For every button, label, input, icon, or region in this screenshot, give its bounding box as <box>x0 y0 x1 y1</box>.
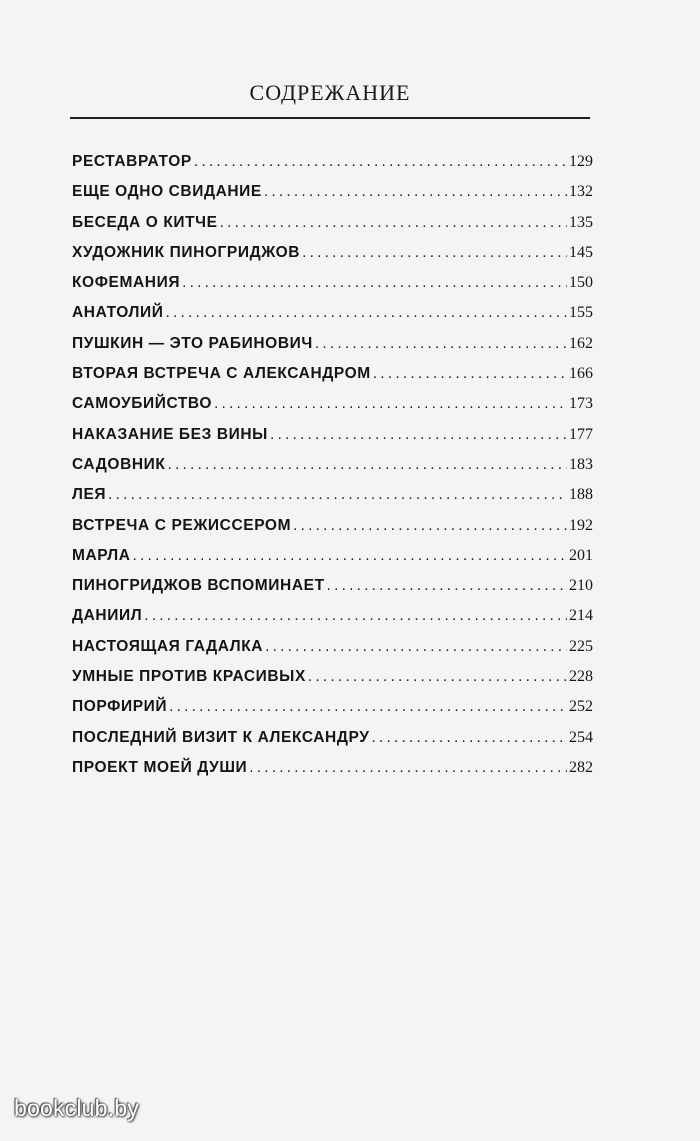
toc-entry <box>72 486 593 516</box>
toc-entry-title: КОФЕМАНИЯ <box>72 274 181 292</box>
toc-entry-title: ХУДОЖНИК ПИНОГРИДЖОВ <box>72 243 301 261</box>
toc-entry-page-number: 173 <box>569 395 593 413</box>
toc-entry-page-number: 201 <box>569 546 593 564</box>
toc-entry-title: ПУШКИН — ЭТО РАБИНОВИЧ <box>72 334 313 352</box>
toc-entry <box>72 698 593 728</box>
toc-entry-title: ПОСЛЕДНИЙ ВИЗИТ К АЛЕКСАНДРУ <box>72 728 370 746</box>
toc-entry <box>72 456 593 486</box>
toc-entry <box>72 335 593 365</box>
toc-entry <box>72 759 593 789</box>
toc-entry-title: БЕСЕДА О КИТЧЕ <box>72 213 218 231</box>
watermark-logo: bookclub.by <box>14 1095 139 1121</box>
title-divider <box>70 117 590 119</box>
toc-entry-page-number: 192 <box>569 516 593 534</box>
toc-entry-title: ДАНИИЛ <box>72 607 143 625</box>
dot-leader <box>264 183 567 201</box>
toc-entry-title: УМНЫЕ ПРОТИВ КРАСИВЫХ <box>72 668 306 686</box>
toc-entry-page-number: 228 <box>569 668 593 686</box>
dot-leader <box>249 759 567 777</box>
toc-entry-page-number: 210 <box>569 577 593 595</box>
dot-leader <box>108 486 567 504</box>
dot-leader <box>220 214 567 232</box>
dot-leader <box>371 729 567 747</box>
toc-entry <box>72 547 593 577</box>
toc-entry-title: ЕЩЕ ОДНО СВИДАНИЕ <box>72 183 262 201</box>
toc-entry-page-number: 145 <box>569 243 593 261</box>
toc-entry-title: ПРОЕКТ МОЕЙ ДУШИ <box>72 758 248 776</box>
toc-entry-page-number: 252 <box>569 698 593 716</box>
toc-entry-page-number: 188 <box>569 486 593 504</box>
toc-entry-title: МАРЛА <box>72 546 131 564</box>
toc-entry <box>72 607 593 637</box>
toc-entry-page-number: 155 <box>569 304 593 322</box>
toc-entry-page-number: 132 <box>569 183 593 201</box>
toc-entry <box>72 729 593 759</box>
toc-entry <box>72 304 593 334</box>
toc-entry <box>72 395 593 425</box>
toc-entry-title: ВТОРАЯ ВСТРЕЧА С АЛЕКСАНДРОМ <box>72 365 371 383</box>
dot-leader <box>169 698 567 716</box>
toc-entry-title: АНАТОЛИЙ <box>72 304 164 322</box>
table-of-contents <box>72 153 593 789</box>
toc-entry <box>72 183 593 213</box>
dot-leader <box>166 304 567 322</box>
dot-leader <box>214 395 567 413</box>
toc-entry-page-number: 282 <box>569 758 593 776</box>
toc-entry-title: ВСТРЕЧА С РЕЖИССЕРОМ <box>72 516 292 534</box>
toc-entry-title: ПИНОГРИДЖОВ ВСПОМИНАЕТ <box>72 577 325 595</box>
toc-entry-page-number: 150 <box>569 274 593 292</box>
dot-leader <box>308 668 567 686</box>
toc-entry-title: РЕСТАВРАТОР <box>72 153 192 170</box>
toc-entry-page-number: 177 <box>569 425 593 443</box>
dot-leader <box>167 456 567 474</box>
toc-entry-title: ПОРФИРИЙ <box>72 698 168 716</box>
toc-entry <box>72 426 593 456</box>
dot-leader <box>315 335 567 353</box>
toc-entry-title: САДОВНИК <box>72 455 166 473</box>
toc-entry <box>72 244 593 274</box>
dot-leader <box>302 244 567 262</box>
toc-entry-title: ЛЕЯ <box>72 486 107 504</box>
toc-entry-page-number: 254 <box>569 728 593 746</box>
dot-leader <box>182 274 567 292</box>
page-title: СОДРЕЖАНИЕ <box>249 80 411 105</box>
toc-entry <box>72 638 593 668</box>
toc-entry <box>72 577 593 607</box>
dot-leader <box>133 547 567 565</box>
toc-entry-title: НАСТОЯЩАЯ ГАДАЛКА <box>72 637 264 655</box>
dot-leader <box>270 426 567 444</box>
toc-entry-page-number: 129 <box>569 153 593 170</box>
toc-entry-page-number: 135 <box>569 213 593 231</box>
toc-entry <box>72 517 593 547</box>
toc-entry <box>72 153 593 183</box>
toc-entry-page-number: 162 <box>569 334 593 352</box>
toc-entry <box>72 214 593 244</box>
toc-entry-page-number: 166 <box>569 365 593 383</box>
dot-leader <box>265 638 567 656</box>
dot-leader <box>293 517 567 535</box>
dot-leader <box>144 607 567 625</box>
toc-entry-page-number: 214 <box>569 607 593 625</box>
toc-entry-title: САМОУБИЙСТВО <box>72 395 212 413</box>
toc-entry <box>72 668 593 698</box>
dot-leader <box>194 153 567 171</box>
dot-leader <box>373 365 567 383</box>
toc-entry-page-number: 183 <box>569 455 593 473</box>
toc-entry <box>72 274 593 304</box>
toc-entry <box>72 365 593 395</box>
toc-entry-page-number: 225 <box>569 637 593 655</box>
dot-leader <box>327 577 567 595</box>
toc-entry-title: НАКАЗАНИЕ БЕЗ ВИНЫ <box>72 425 268 443</box>
